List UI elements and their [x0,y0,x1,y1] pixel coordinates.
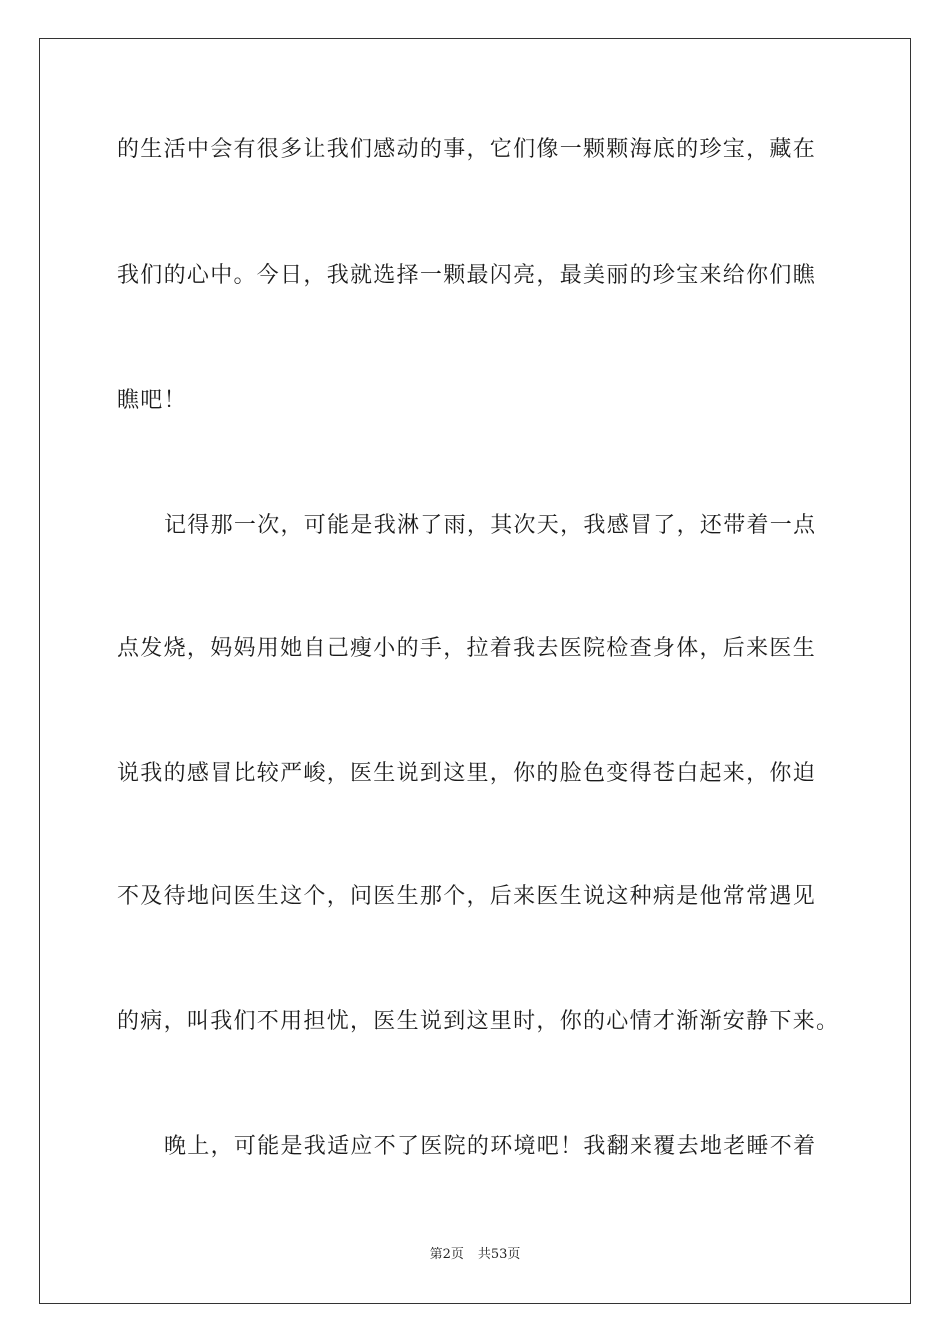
text-line-9: 晚上，可能是我适应不了医院的环境吧！我翻来覆去地老睡不着 [164,1134,817,1159]
page-footer [0,1247,950,1263]
text-line-5: 点发烧，妈妈用她自己瘦小的手，拉着我去医院检查身体，后来医生 [117,636,817,661]
text-line-4: 记得那一次，可能是我淋了雨，其次天，我感冒了，还带着一点 [164,513,817,538]
text-line-7: 不及待地问医生这个，问医生那个，后来医生说这种病是他常常遇见 [117,884,817,909]
text-line-6: 说我的感冒比较严峻，医生说到这里，你的脸色变得苍白起来，你迫 [117,761,817,786]
text-line-8: 的病，叫我们不用担忧，医生说到这里时，你的心情才渐渐安静下来。 [117,1009,840,1034]
text-line-3: 瞧吧！ [117,388,187,413]
page-frame [39,38,911,1304]
text-line-1: 的生活中会有很多让我们感动的事，它们像一颗颗海底的珍宝，藏在 [117,137,817,162]
page-number: 第2页 [429,1247,464,1262]
page-total: 共53页 [477,1247,521,1262]
text-line-2: 我们的心中。今日，我就选择一颗最闪亮，最美丽的珍宝来给你们瞧 [117,263,817,288]
